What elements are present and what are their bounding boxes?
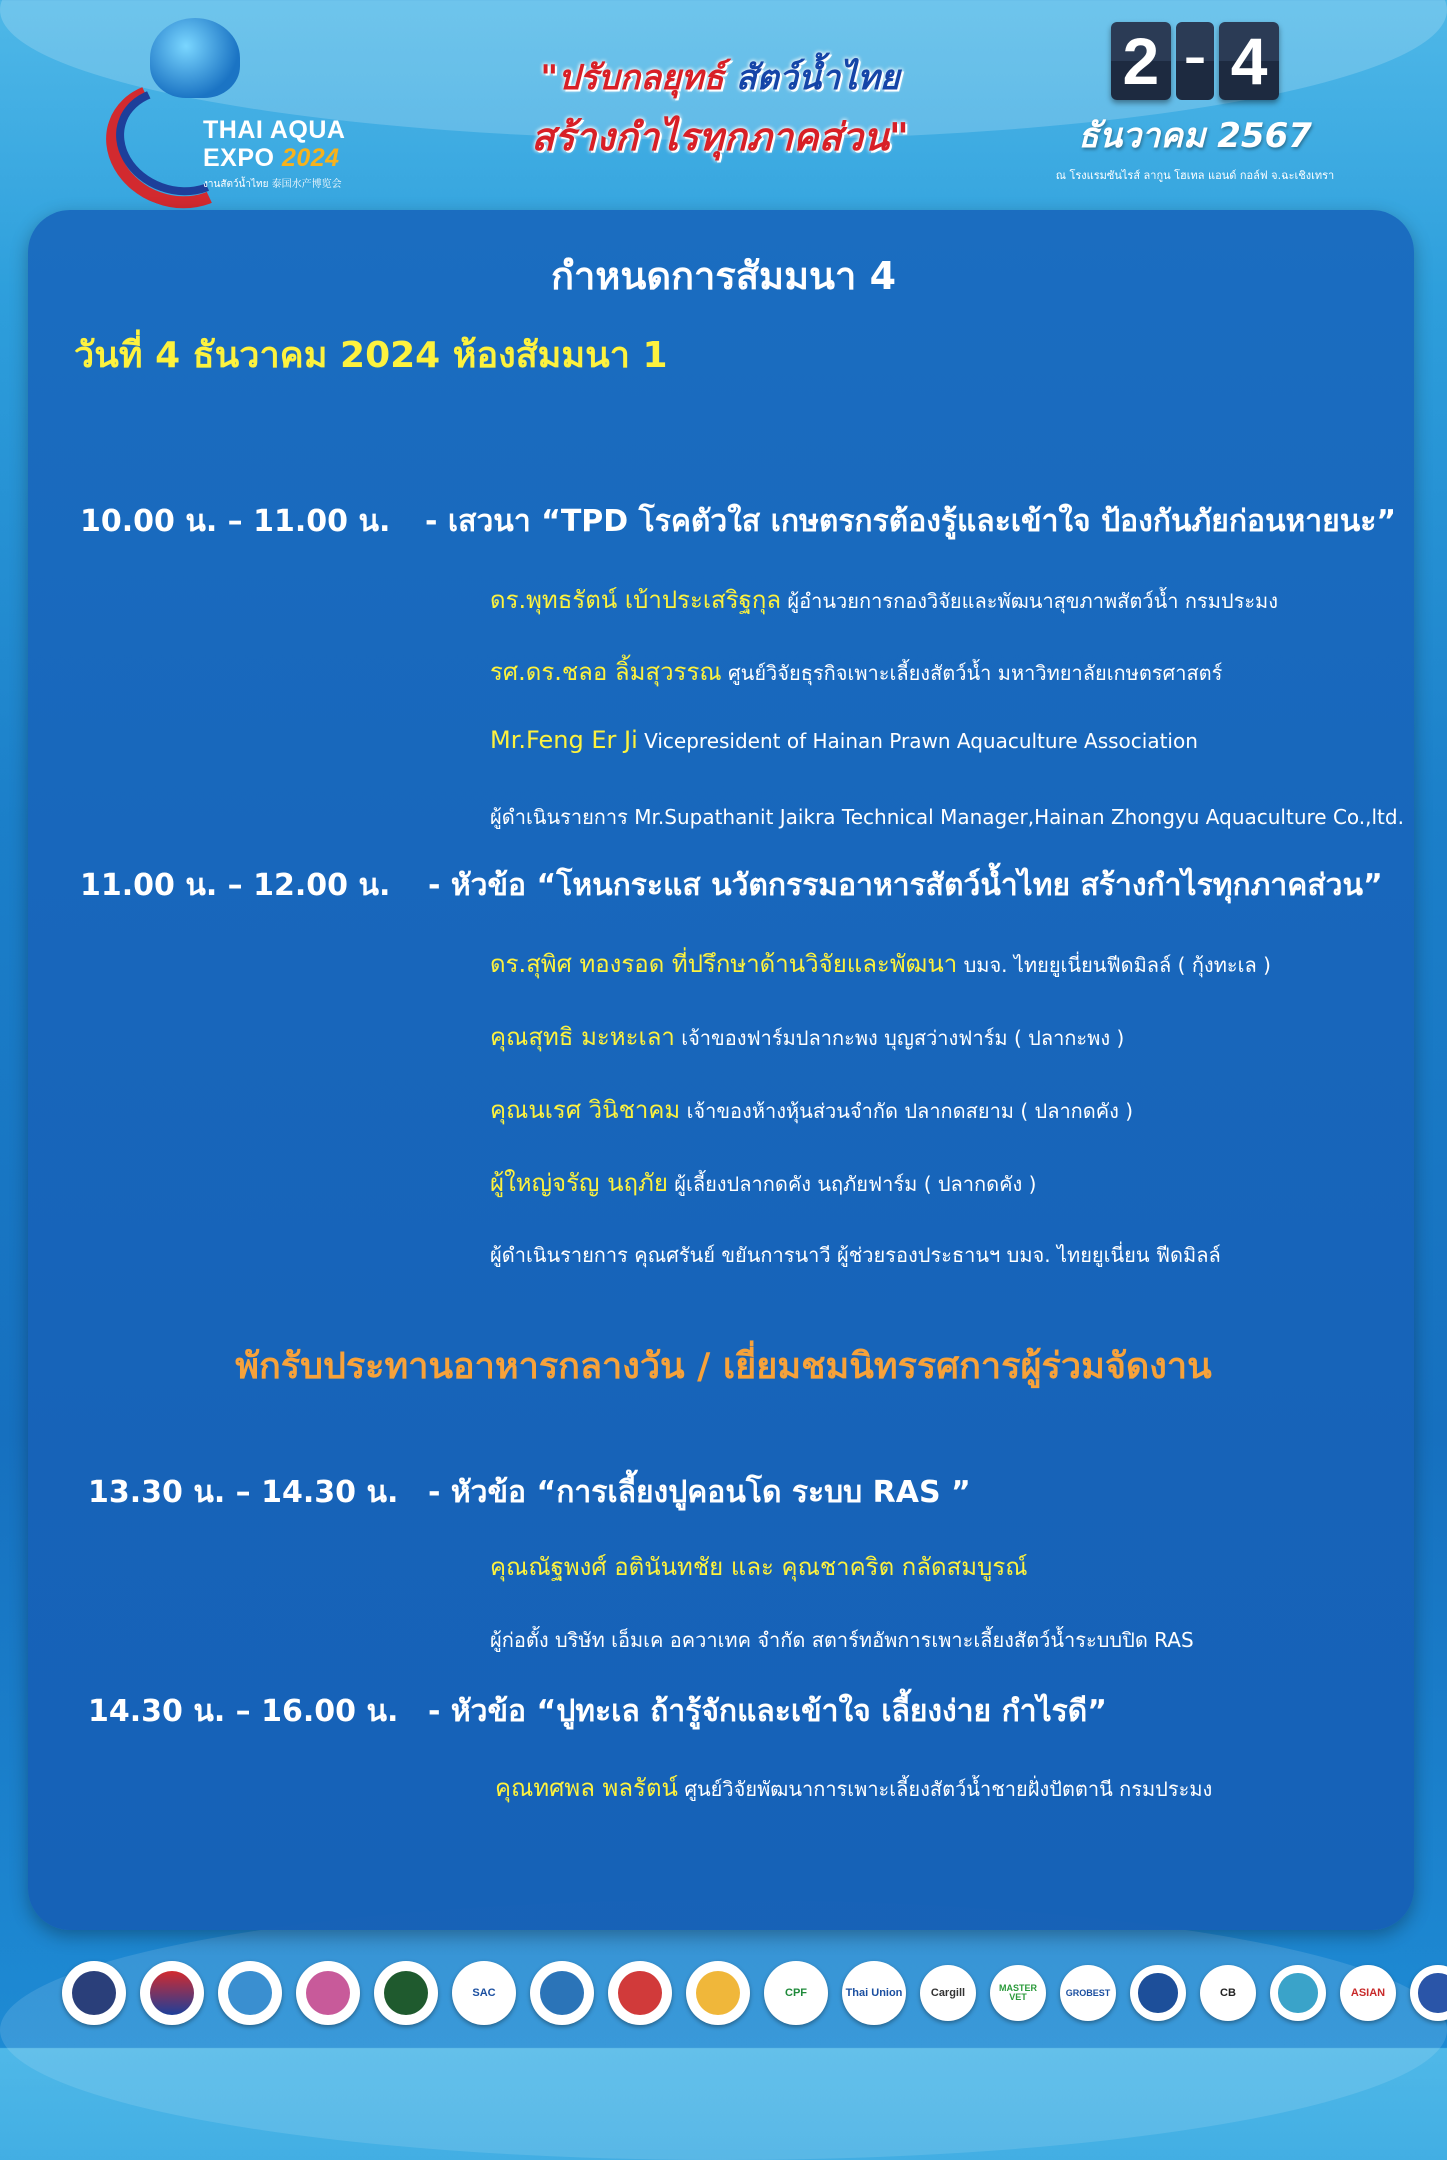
speaker-name: คุณสุทธิ มะหะเลา <box>490 1023 675 1051</box>
session-topic: - เสวนา “TPD โรคตัวใส เกษตรกรต้องรู้และเข้าใจ ป้องกันภัยก่อนหายนะ” <box>425 504 1397 539</box>
seal-icon <box>540 1971 585 2016</box>
sponsor-logo <box>608 1961 672 2025</box>
speaker-name: Mr.Feng Er Ji <box>490 726 638 754</box>
seal-icon <box>1278 1973 1317 2012</box>
seal-icon <box>1138 1973 1177 2012</box>
logo-text-line1: THAI AQUA <box>203 116 346 144</box>
schedule-subtitle: วันที่ 4 ธันวาคม 2024 ห้องสัมมนา 1 <box>74 335 668 376</box>
session-time: 14.30 น. – 16.00 น. <box>88 1694 399 1729</box>
session-time: 10.00 น. – 11.00 น. <box>80 504 391 539</box>
seal-icon <box>72 1971 117 2016</box>
moderator: ผู้ดำเนินรายการ Mr.Supathanit Jaikra Technical Manager,Hainan Zhongyu Aquaculture Co.,ltd. <box>490 805 1404 829</box>
day-end: 4 <box>1219 22 1279 100</box>
speaker-role: บมจ. ไทยยูเนี่ยนฟีดมิลล์ ( กุ้งทะเล ) <box>963 953 1271 977</box>
sponsor-logo-thai-union: Thai Union <box>842 1961 906 2025</box>
venue: ณ โรงแรมซันไรส์ ลากูน โฮเทล แอนด์ กอล์ฟ จ.ฉะเชิงเทรา <box>1055 169 1335 182</box>
session-topic: - หัวข้อ “โหนกระแส นวัตกรรมอาหารสัตว์น้ำไทย สร้างกำไรทุกภาคส่วน” <box>428 868 1383 903</box>
schedule-title: กำหนดการสัมมนา 4 <box>550 254 897 298</box>
speaker-role: เจ้าของฟาร์มปลากะพง บุญสว่างฟาร์ม ( ปลากะพง ) <box>681 1026 1125 1050</box>
sponsor-logo <box>1270 1965 1326 2021</box>
slogan-line1-red: "ปรับกลยุทธ์ <box>540 58 725 98</box>
slogan-line1 <box>490 50 950 104</box>
sponsor-logo <box>140 1961 204 2025</box>
speaker <box>490 580 1278 619</box>
event-date <box>1045 22 1345 192</box>
sponsor-logo <box>218 1961 282 2025</box>
sponsor-logo <box>374 1961 438 2025</box>
session-topic: - หัวข้อ “ปูทะเล ถ้ารู้จักและเข้าใจ เลี้ยงง่าย กำไรดี” <box>428 1694 1107 1729</box>
sponsor-logo-master-vet: MASTER VET <box>990 1965 1046 2021</box>
speaker <box>490 1090 1133 1129</box>
seal-icon <box>618 1971 663 2016</box>
day-dash: – <box>1176 22 1214 100</box>
speaker-name: ดร.สุพิศ ทองรอด ที่ปรึกษาด้านวิจัยและพัฒนา <box>490 950 958 978</box>
speaker-name: รศ.ดร.ชลอ ลิ้มสุวรรณ <box>490 658 722 686</box>
speaker-name: ผู้ใหญ่จรัญ นฤภัย <box>490 1169 668 1197</box>
event-slogan <box>490 50 950 167</box>
slogan-line2: สร้างกำไรทุกภาคส่วน" <box>531 115 909 159</box>
sponsor-logo-sac: SAC <box>452 1961 516 2025</box>
speaker <box>490 1163 1036 1202</box>
sponsor-logo-cb: CB <box>1200 1965 1256 2021</box>
seal-icon <box>228 1971 273 2016</box>
shrimp-icon <box>150 18 240 98</box>
sponsor-logo <box>296 1961 360 2025</box>
thai-aqua-expo-logo <box>100 18 380 188</box>
sponsor-logo <box>1410 1965 1447 2021</box>
fish-icon <box>150 1971 195 2016</box>
date-flip-display <box>1045 22 1345 100</box>
speaker-name: ดร.พุทธรัตน์ เบ้าประเสริฐกุล <box>490 586 782 614</box>
speaker <box>490 652 1222 691</box>
speaker-role: เจ้าของห้างหุ้นส่วนจำกัด ปลากดสยาม ( ปลากดคัง ) <box>686 1099 1134 1123</box>
session-time: 11.00 น. – 12.00 น. <box>80 868 391 903</box>
schedule-panel <box>28 210 1414 1930</box>
logo-expo: EXPO <box>203 144 275 172</box>
sponsor-logo <box>686 1961 750 2025</box>
speaker <box>490 726 1198 754</box>
seal-icon <box>696 1971 741 2016</box>
speaker-name: คุณนเรศ วินิชาคม <box>490 1096 681 1124</box>
sponsor-logo-grobest: GROBEST <box>1060 1965 1116 2021</box>
speaker-role: ผู้ก่อตั้ง บริษัท เอ็มเค อควาเทค จำกัด สตาร์ทอัพการเพาะเลี้ยงสัตว์น้ำระบบปิด RAS <box>490 1628 1194 1652</box>
sponsor-logo-cargill: Cargill <box>920 1965 976 2021</box>
speaker <box>495 1768 1212 1807</box>
sponsor-logos <box>62 1958 1447 2028</box>
speaker-role: ศูนย์วิจัยพัฒนาการเพาะเลี้ยงสัตว์น้ำชายฝั่งปัตตานี กรมประมง <box>684 1777 1213 1801</box>
seal-icon <box>384 1971 429 2016</box>
session-topic: - หัวข้อ “การเลี้ยงปูคอนโด ระบบ RAS ” <box>428 1475 971 1510</box>
logo-tagline: งานสัตว์น้ำไทย 泰国水产博览会 <box>203 179 342 190</box>
speaker <box>490 1017 1124 1056</box>
sponsor-logo <box>1130 1965 1186 2021</box>
moderator: ผู้ดำเนินรายการ คุณศรันย์ ขยันการนาวี ผู้ช่วยรองประธานฯ บมจ. ไทยยูเนี่ยน ฟีดมิลล์ <box>490 1243 1221 1267</box>
speaker-name: คุณณัฐพงศ์ อตินันทชัย และ คุณชาคริต กลัดสมบูรณ์ <box>490 1553 1028 1581</box>
speaker-role: ศูนย์วิจัยธุรกิจเพาะเลี้ยงสัตว์น้ำ มหาวิทยาลัยเกษตรศาสตร์ <box>727 661 1223 685</box>
logo-text-line2 <box>203 144 340 173</box>
speaker-role: ผู้เลี้ยงปลากดคัง นฤภัยฟาร์ม ( ปลากดคัง ) <box>674 1172 1037 1196</box>
speaker <box>490 1547 1027 1586</box>
day-start: 2 <box>1111 22 1171 100</box>
sponsor-logo <box>530 1961 594 2025</box>
speaker-name: คุณทศพล พลรัตน์ <box>495 1774 678 1802</box>
seal-icon <box>1418 1973 1447 2012</box>
sponsor-logo-cpf: CPF <box>764 1961 828 2025</box>
seal-icon <box>306 1971 351 2016</box>
speaker-role: ผู้อำนวยการกองวิจัยและพัฒนาสุขภาพสัตว์น้ำ กรมประมง <box>787 589 1279 613</box>
lunch-break: พักรับประทานอาหารกลางวัน / เยี่ยมชมนิทรรศการผู้ร่วมจัดงาน <box>235 1346 1212 1387</box>
session-time: 13.30 น. – 14.30 น. <box>88 1475 399 1510</box>
speaker-role: Vicepresident of Hainan Prawn Aquaculture Association <box>644 729 1198 753</box>
sponsor-logo <box>62 1961 126 2025</box>
slogan-line1-blue: สัตว์น้ำไทย <box>735 58 900 98</box>
background-wave <box>0 1900 1447 2160</box>
logo-year: 2024 <box>281 144 340 172</box>
speaker <box>490 944 1271 983</box>
month-year: ธันวาคม 2567 <box>1078 116 1312 156</box>
sponsor-logo-asian: ASIAN <box>1340 1965 1396 2021</box>
